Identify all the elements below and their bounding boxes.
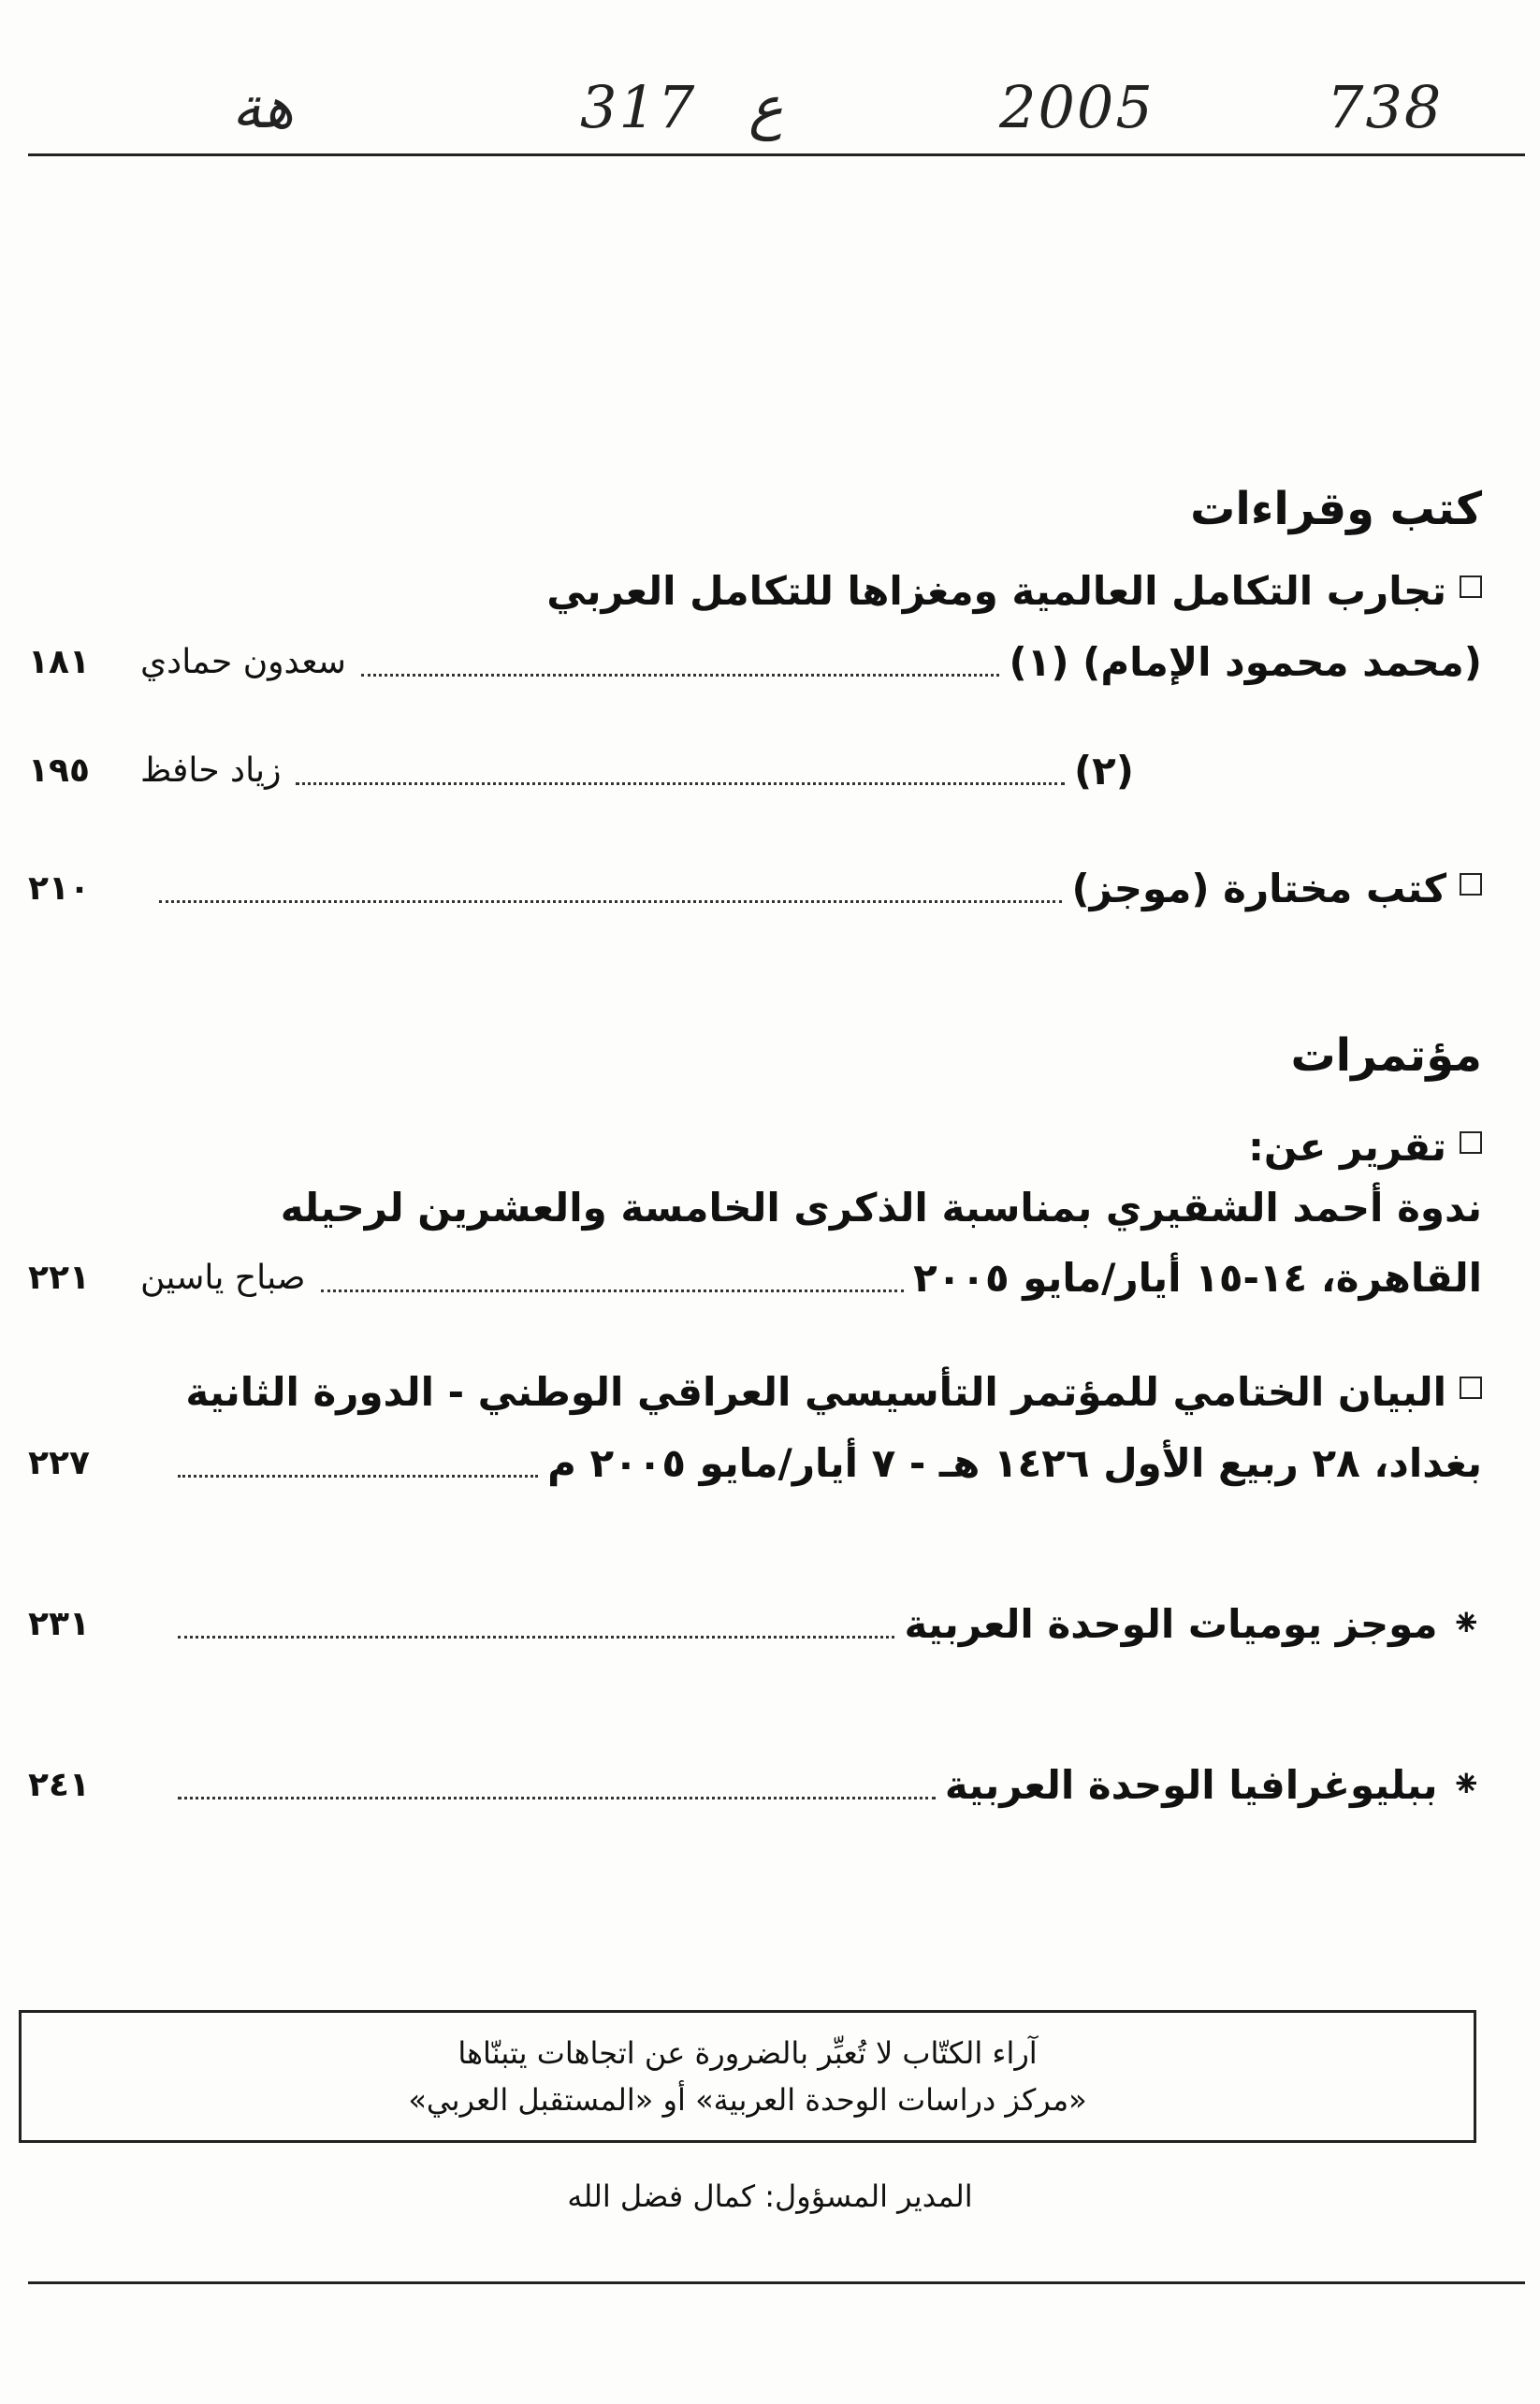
handwritten-mark-ain: ع: [748, 73, 783, 141]
toc-entry-bibliography: [28, 1752, 1482, 1817]
toc-entry-iraqi-statement-title: [28, 1359, 1482, 1424]
entry-page: ٢٢١: [28, 1258, 90, 1297]
dot-leader: [178, 1475, 538, 1478]
toc-entry-selected-books: [28, 855, 1482, 921]
handwritten-mark-year: 2005: [999, 73, 1155, 141]
entry-title: تجارب التكامل العالمية ومغزاها للتكامل العربي: [546, 567, 1446, 614]
entry-page: ١٩٥: [28, 750, 90, 790]
entry-text: كتب مختارة (موجز): [1071, 865, 1446, 911]
dot-leader: [296, 782, 1065, 785]
dot-leader: [321, 1289, 905, 1292]
entry-text: موجز يوميات الوحدة العربية: [904, 1600, 1438, 1647]
entry-page: ٢١٠: [28, 868, 90, 908]
entry-title: البيان الختامي للمؤتمر التأسيسي العراقي الوطني - الدورة الثانية: [185, 1368, 1446, 1415]
handwritten-mark-738: 738: [1327, 73, 1444, 141]
dot-leader: [178, 1636, 894, 1639]
checkbox-bullet-icon: [1460, 576, 1482, 598]
section-title-conferences: مؤتمرات: [1290, 1029, 1482, 1082]
asterisk-bullet-icon: ⁕: [1450, 1602, 1482, 1645]
entry-page: ٢٣١: [28, 1604, 90, 1643]
entry-page: ٢٤١: [28, 1765, 90, 1804]
entry-page: ٢٢٧: [28, 1443, 90, 1482]
handwritten-mark-code: ﻫﺔ: [232, 73, 294, 141]
toc-entry-diaries: [28, 1591, 1482, 1656]
entry-text: ببليوغرافيا الوحدة العربية: [944, 1761, 1438, 1808]
toc-entry-shuqairi-title: ندوة أحمد الشقيري بمناسبة الذكرى الخامسة والعشرين لرحيله: [280, 1185, 1482, 1231]
toc-entry-iraqi-statement-details: [28, 1430, 1482, 1495]
toc-entry-integration-part1: [28, 629, 1482, 694]
disclaimer-line-2: «مركز دراسات الوحدة العربية» أو «المستقبل العربي»: [408, 2082, 1087, 2118]
toc-entry-integration-title: [28, 558, 1482, 623]
toc-entry-report-label: [28, 1114, 1482, 1179]
dot-leader: [178, 1797, 936, 1799]
top-rule: [28, 153, 1525, 156]
disclaimer-box: [19, 2010, 1476, 2143]
toc-entry-shuqairi-details: [28, 1245, 1482, 1310]
checkbox-bullet-icon: [1460, 1377, 1482, 1399]
toc-entry-integration-part2: [28, 737, 1482, 803]
dot-leader: [159, 900, 1062, 903]
disclaimer-line-1: آراء الكتّاب لا تُعبِّر بالضرورة عن اتجاهات يتبنّاها: [458, 2035, 1038, 2071]
handwritten-mark-317: 317: [580, 73, 697, 141]
entry-title: تقرير عن:: [1248, 1123, 1446, 1170]
entry-text: بغداد، ٢٨ ربيع الأول ١٤٢٦ هـ - ٧ أيار/مايو ٢٠٠٥ م: [547, 1439, 1482, 1486]
entry-page: ١٨١: [28, 642, 90, 681]
entry-text: القاهرة، ١٤-١٥ أيار/مايو ٢٠٠٥: [913, 1254, 1482, 1301]
entry-author: زياد حافظ: [140, 750, 282, 790]
bottom-rule: [28, 2281, 1525, 2284]
entry-author: سعدون حمادي: [140, 642, 346, 681]
managing-director: المدير المسؤول: كمال فضل الله: [567, 2178, 973, 2214]
entry-text: (٢): [1073, 747, 1134, 794]
checkbox-bullet-icon: [1460, 1131, 1482, 1154]
section-title-books: كتب وقراءات: [1190, 483, 1482, 535]
checkbox-bullet-icon: [1460, 873, 1482, 896]
dot-leader: [361, 674, 1000, 677]
entry-text: (محمد محمود الإمام) (١): [1009, 638, 1482, 685]
asterisk-bullet-icon: ⁕: [1450, 1763, 1482, 1806]
entry-author: صباح ياسين: [140, 1258, 306, 1297]
